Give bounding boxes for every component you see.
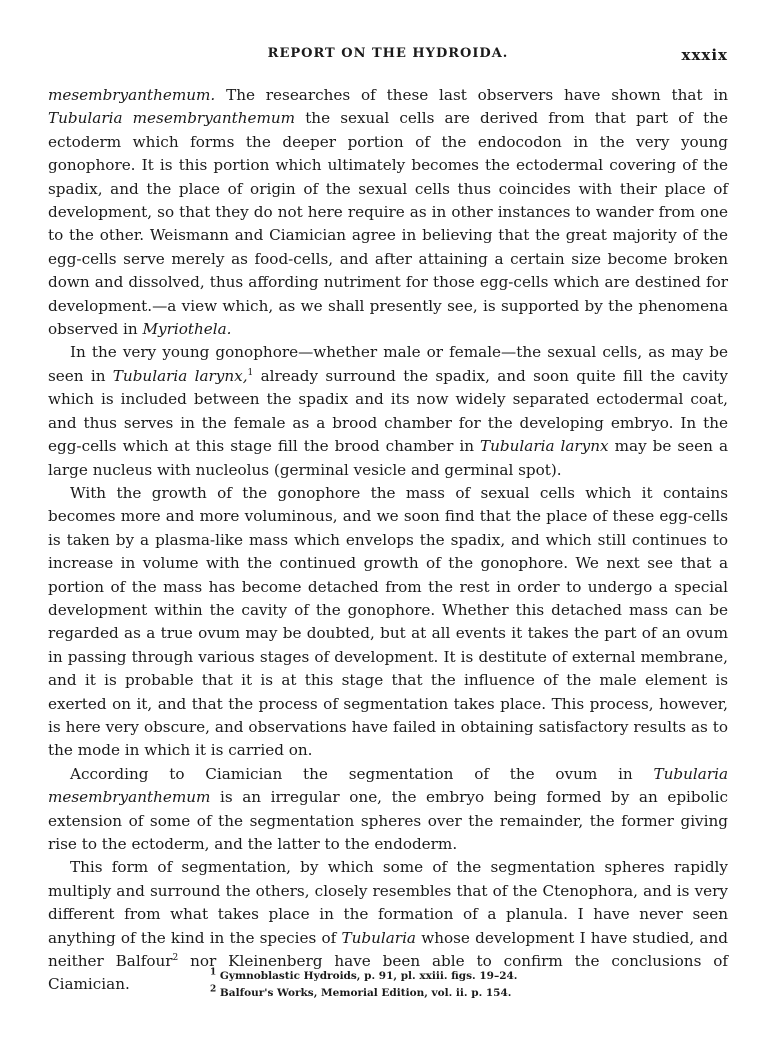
footnote-mark: 1 bbox=[210, 967, 217, 978]
footnote bbox=[210, 985, 710, 1002]
text-run: This form of segmentation, by which some of the segmentation spheres rapidly multiply and surround the others, closely resembles that of the Ctenophora, and is very different from what takes place in the formation of a planula. I have never seen anything of the kind in the species of bbox=[48, 858, 728, 947]
text-run: nor Kleinenberg have been able to confirm the conclusions of Ciamician. bbox=[48, 952, 729, 994]
italic-text: Myriothela. bbox=[142, 320, 232, 339]
text-run: In the very young gonophore—whether male or female—the sexual cells, as may be seen in bbox=[48, 343, 728, 385]
italic-text: Tubularia larynx bbox=[480, 437, 609, 456]
paragraph bbox=[48, 763, 728, 857]
italic-text: mesembryanthemum. bbox=[48, 86, 216, 104]
running-title: REPORT ON THE HYDROIDA. bbox=[267, 46, 509, 61]
italic-text: Tubularia mesembryanthemum bbox=[48, 109, 296, 128]
running-header bbox=[48, 46, 728, 70]
italic-text: Tubularia mesembryanthemum bbox=[48, 764, 728, 807]
footnote-mark: 2 bbox=[210, 984, 217, 995]
footnotes bbox=[210, 968, 710, 1002]
body-text bbox=[48, 84, 728, 997]
paragraph bbox=[48, 341, 728, 481]
text-run: is an irregular one, the embryo being formed by an epibolic extension of some of the segmentation spheres over the remainder, the former giving rise to the ectoderm, and the latter to the endoderm. bbox=[48, 788, 728, 853]
text-run: With the growth of the gonophore the mass of sexual cells which it contains becomes more and more voluminous, and we soon find that the place of these egg-cells is taken by a plasma-like mass which envelops the spadix, and which still continues to increase in volume with the continued growth of the gonophore. We next see that a portion of the mass has become detached from the rest in order to undergo a special development within the cavity of the gonophore. Whether this detached mass can be regarded as a true ovum may be doubted, but at all events it takes the part of an ovum in passing through various stages of development. It is destitute of external membrane, and it is probable that it is at this stage that the influence of the male element is exerted on it, and that the process of segmentation takes place. This process, however, is here very obscure, and observations have failed in obtaining satisfactory results as to the mode in which it is carried on. bbox=[48, 483, 728, 760]
footnote-text: Gymnoblastic Hydroids, p. 91, pl. xxiii. figs. 19–24. bbox=[219, 970, 518, 982]
footnote-ref: 1 bbox=[247, 367, 254, 378]
text-run: The researches of these last observers have shown that in bbox=[215, 86, 728, 104]
paragraph bbox=[48, 482, 728, 763]
italic-text: Tubularia bbox=[341, 928, 416, 947]
italic-text: Tubularia larynx, bbox=[112, 366, 248, 385]
text-run: may be seen a large nucleus with nucleolus (germinal vesicle and germinal spot). bbox=[48, 437, 728, 479]
paragraph bbox=[48, 84, 728, 341]
text-run: whose development I have studied, and neither Balfour bbox=[48, 928, 728, 971]
text-run: the sexual cells are derived from that part of the ectoderm which forms the deeper portion of the endocodon in the very young gonophore. It is this portion which ultimately becomes the ectodermal covering of the spadix, and the place of origin of the sexual cells thus coincides with their place of development, so that they do not here require as in other instances to wander from one to the other. Weismann and Ciamician agree in believing that the great majority of the egg-cells serve merely as food-cells, and after attaining a certain size become broken down and dissolved, thus affording nutriment for those egg-cells which are destined for development.—a view which, as we shall presently see, is supported by the phenomena observed in bbox=[48, 109, 728, 339]
footnote-ref: 2 bbox=[172, 952, 179, 963]
page-number: xxxix bbox=[681, 46, 728, 64]
text-run: already surround the spadix, and soon quite fill the cavity which is included between the spadix and its now widely separated ectodermal coat, and thus serves in the female as a brood chamber for the developing embryo. In the egg-cells which at this stage fill the brood chamber in bbox=[48, 366, 728, 456]
text-run: According to Ciamician the segmentation of the ovum in bbox=[70, 764, 654, 783]
footnote bbox=[210, 968, 710, 985]
footnote-text: Balfour's Works, Memorial Edition, vol. ii. p. 154. bbox=[219, 987, 512, 999]
